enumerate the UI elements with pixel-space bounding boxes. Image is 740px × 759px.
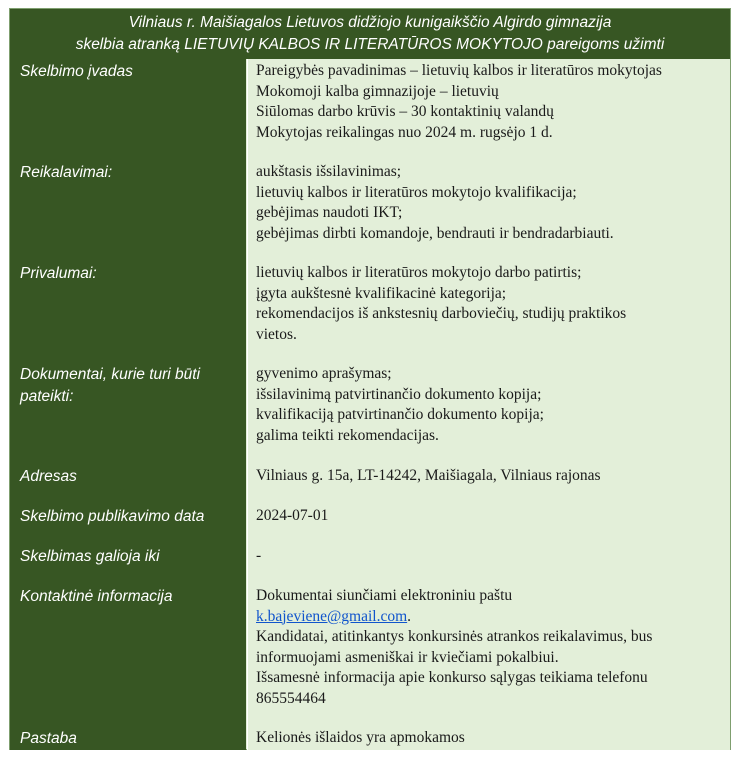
- label-published: Skelbimo publikavimo data: [10, 504, 246, 544]
- row-valid-until: [10, 544, 730, 584]
- value-intro: [247, 59, 730, 160]
- label-documents-line-2: pateikti:: [20, 388, 74, 405]
- label-requirements: Reikalavimai:: [10, 160, 246, 261]
- document-item: galima teikti rekomendacijas.: [256, 426, 439, 444]
- row-advantages: [10, 261, 730, 362]
- job-posting-table: [9, 8, 731, 750]
- label-address: Adresas: [10, 464, 246, 504]
- label-documents: [10, 362, 246, 464]
- contact-detail: Kandidatai, atitinkantys konkursinės atrankos reikalavimus, bus: [256, 628, 653, 645]
- advantage-item: rekomendacijos iš ankstesnių darboviečių, studijų praktikos: [256, 305, 627, 322]
- value-address: Vilniaus g. 15a, LT-14242, Maišiagala, Vilniaus rajonas: [247, 464, 730, 504]
- email-suffix: .: [407, 607, 412, 625]
- advantage-item: vietos.: [256, 325, 297, 343]
- label-documents-line-1: Dokumentai, kurie turi būti: [20, 366, 201, 383]
- row-address: [10, 464, 730, 504]
- label-note: Pastaba: [10, 726, 246, 750]
- intro-position: Pareigybės pavadinimas – lietuvių kalbos ir literatūros mokytojas: [256, 62, 662, 79]
- value-valid-until: -: [247, 544, 730, 584]
- value-note: Kelionės išlaidos yra apmokamos: [247, 726, 730, 750]
- value-documents: [247, 362, 730, 464]
- row-documents: [10, 362, 730, 464]
- intro-language: Mokomoji kalba gimnazijoje – lietuvių: [256, 82, 499, 100]
- row-note: [10, 726, 730, 750]
- value-requirements: [247, 160, 730, 261]
- contact-phone: 865554464: [256, 689, 326, 707]
- posting-header: [10, 9, 730, 59]
- intro-workload: Siūlomas darbo krūvis – 30 kontaktinių valandų: [256, 103, 554, 120]
- value-contact: [247, 584, 730, 726]
- contact-intro: Dokumentai siunčiami elektroniniu paštu: [256, 587, 513, 604]
- value-published: 2024-07-01: [247, 504, 730, 544]
- contact-email-line: [256, 607, 730, 628]
- row-contact: [10, 584, 730, 726]
- requirement-item: gebėjimas dirbti komandoje, bendrauti ir bendradarbiauti.: [256, 224, 614, 242]
- advantage-item: lietuvių kalbos ir literatūros mokytojo darbo patirtis;: [256, 264, 582, 281]
- requirement-item: aukštasis išsilavinimas;: [256, 163, 402, 180]
- value-advantages: [247, 261, 730, 362]
- document-item: gyvenimo aprašymas;: [256, 365, 392, 382]
- row-published: [10, 504, 730, 544]
- advantage-item: įgyta aukštesnė kvalifikacinė kategorija;: [256, 284, 507, 302]
- label-valid-until: Skelbimas galioja iki: [10, 544, 246, 584]
- label-intro: Skelbimo įvadas: [10, 59, 246, 160]
- requirement-item: lietuvių kalbos ir literatūros mokytojo kvalifikacija;: [256, 183, 577, 201]
- document-item: kvalifikaciją patvirtinančio dokumento kopija;: [256, 406, 544, 423]
- email-link[interactable]: k.bajeviene@gmail.com: [256, 607, 408, 625]
- intro-start-date: Mokytojas reikalingas nuo 2024 m. rugsėjo 1 d.: [256, 123, 553, 141]
- label-contact: Kontaktinė informacija: [10, 584, 246, 726]
- contact-detail: informuojami asmeniškai ir kviečiami pokalbiui.: [256, 648, 559, 666]
- label-advantages: Privalumai:: [10, 261, 246, 362]
- header-line-1: Vilniaus r. Maišiagalos Lietuvos didžiojo kunigaikščio Algirdo gimnazija: [128, 14, 612, 31]
- contact-detail: Išsamesnė informacija apie konkurso sąlygas teikiama telefonu: [256, 669, 648, 686]
- row-intro: [10, 59, 730, 160]
- header-line-2: skelbia atranką LIETUVIŲ KALBOS IR LITERATŪROS MOKYTOJO pareigoms užimti: [75, 36, 665, 53]
- requirement-item: gebėjimas naudoti IKT;: [256, 204, 403, 221]
- document-item: išsilavinimą patvirtinančio dokumento kopija;: [256, 385, 542, 403]
- row-requirements: [10, 160, 730, 261]
